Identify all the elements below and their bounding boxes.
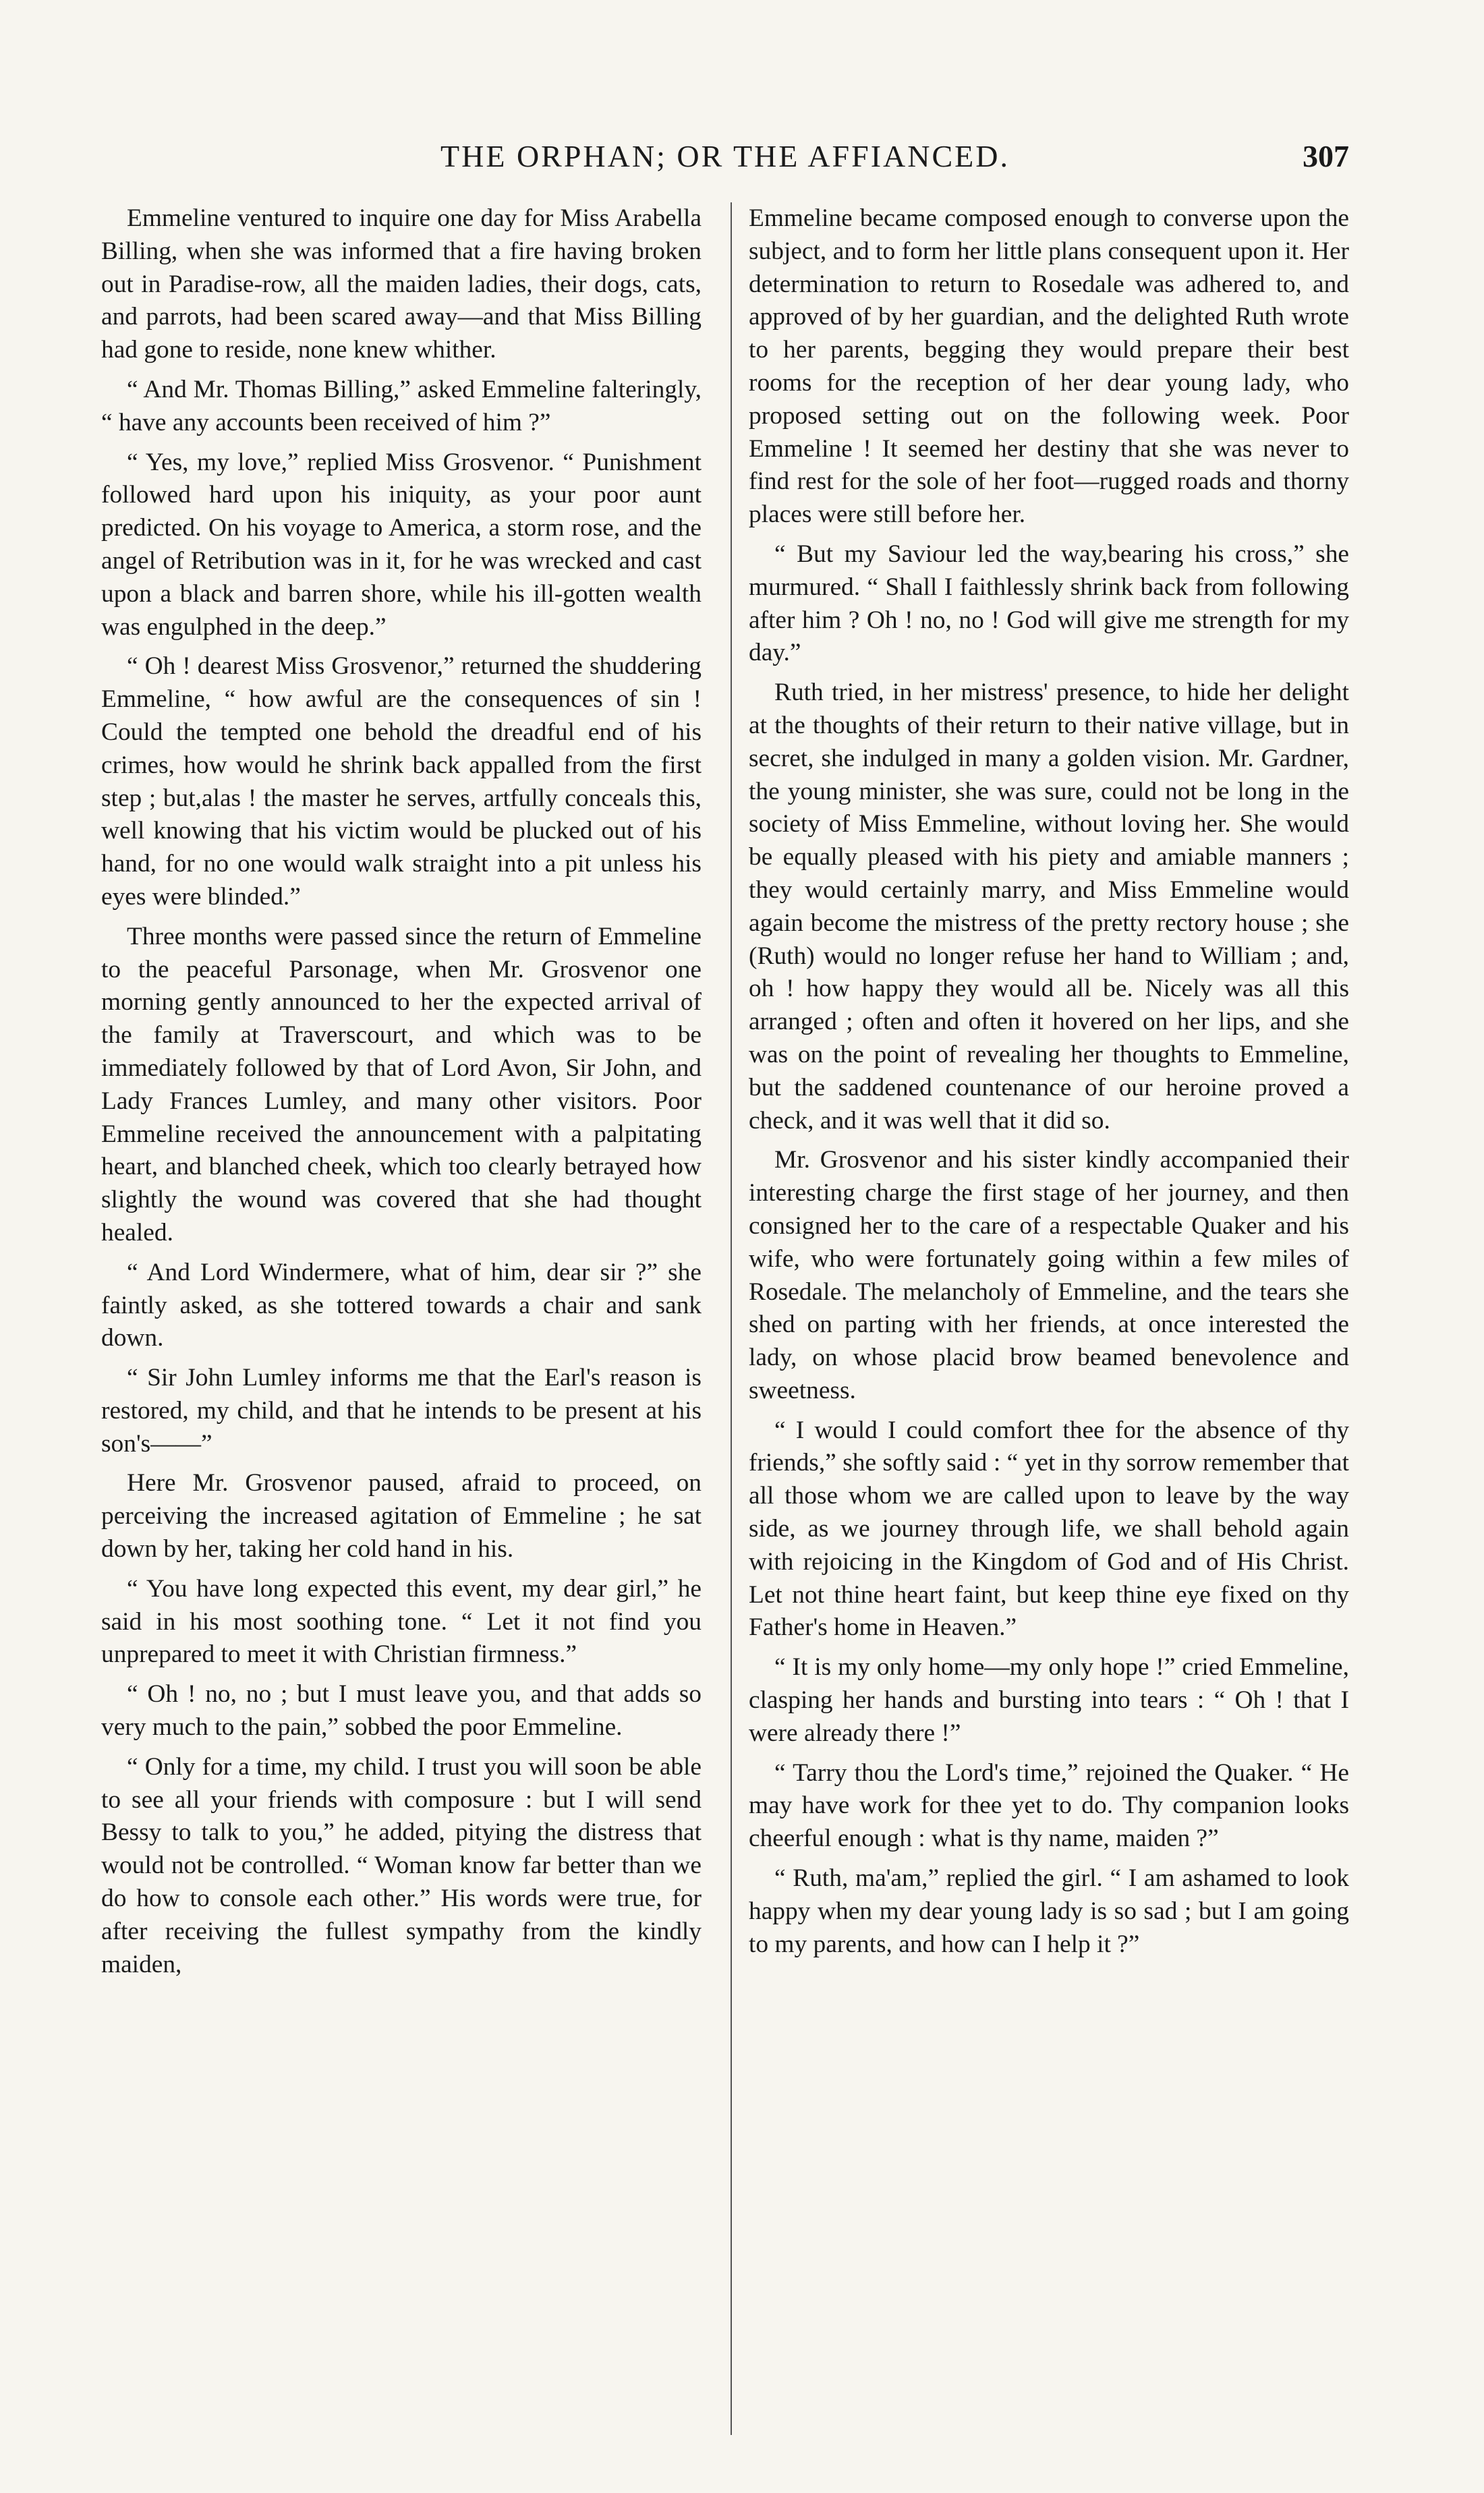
paragraph: “ Yes, my love,” replied Miss Grosvenor. “ Punishment followed hard upon his iniquity, as your poor aunt predicted. On his voyage to America, a storm rose, and the angel of Retribution was in it, for he was wrecked and cast upon a black and barren shore, while his ill-gotten wealth was engulphed in the deep.” — [101, 448, 702, 641]
paragraph: Emmeline ventured to inquire one day for Miss Arabella Billing, when she was informed that a fire having broken out in Paradise-row, all the maiden ladies, their dogs, cats, and parrots, had been scared away—and that Miss Billing had gone to reside, none knew whither. — [101, 204, 702, 364]
paragraph: “ I would I could comfort thee for the absence of thy friends,” she softly said : “ yet in thy sorrow remember that all those whom we are called upon to leave by the way side, as we journey through life, we shall behold again with rejoicing in the Kingdom of God and of His Christ. Let not thine heart faint, but keep thine eye fixed on thy Father's home in Heaven.” — [749, 1416, 1349, 1642]
paragraph: “ Tarry thou the Lord's time,” rejoined the Quaker. “ He may have work for thee yet to do. Thy companion looks cheerful enough : what is thy name, maiden ?” — [749, 1758, 1349, 1853]
paragraph: Emmeline became composed enough to converse upon the subject, and to form her little plans consequent upon it. Her determination to return to Rosedale was adhered to, and approved of by her guardian, and the delighted Ruth wrote to her parents, begging they would prepare their best rooms for the reception of her dear young lady, who proposed setting out on the following week. Poor Emmeline ! It seemed her destiny that she was never to find rest for the sole of her foot—rugged roads and thorny places were still before her. — [749, 204, 1349, 529]
paragraph: “ But my Saviour led the way,bearing his cross,” she murmured. “ Shall I faithlessly shrink back from following after him ? Oh ! no, no ! God will give me strength for my day.” — [749, 540, 1349, 667]
right-column — [749, 202, 1349, 1968]
paragraph: “ It is my only home—my only hope !” cried Emmeline, clasping her hands and bursting into tears : “ Oh ! that I were already there !” — [749, 1653, 1349, 1747]
paragraph: Here Mr. Grosvenor paused, afraid to proceed, on perceiving the increased agitation of Emmeline ; he sat down by her, taking her cold hand in his. — [101, 1469, 702, 1564]
page-header — [101, 138, 1349, 185]
paragraph: Mr. Grosvenor and his sister kindly accompanied their interesting charge the first stage of her journey, and then consigned her to the care of a respectable Quaker and his wife, who were fortunately going within a few miles of Rosedale. The melancholy of Emmeline, and the tears she shed on parting with her friends, at once interested the lady, on whose placid brow beamed benevolence and sweetness. — [749, 1146, 1349, 1404]
paragraph: “ And Lord Windermere, what of him, dear sir ?” she faintly asked, as she tottered towards a chair and sank down. — [101, 1258, 702, 1352]
paragraph: “ Sir John Lumley informs me that the Earl's reason is restored, my child, and that he intends to be present at his son's——” — [101, 1364, 702, 1458]
paragraph: “ Only for a time, my child. I trust you will soon be able to see all your friends with composure : but I will send Bessy to talk to you,” he added, pitying the distress that would not be controlled. “ Woman know far better than we do how to console each other.” His words were true, for after receiving the fullest sympathy from the kindly maiden, — [101, 1752, 702, 1978]
running-title: THE ORPHAN; OR THE AFFIANCED. — [440, 139, 1010, 173]
paragraph: Ruth tried, in her mistress' presence, to hide her delight at the thoughts of their return to their native village, but in secret, she indulged in many a golden vision. Mr. Gardner, the young minister, she was sure, could not be long in the society of Miss Emmeline, without loving her. She would be equally pleased with his piety and amiable manners ; they would certainly marry, and Miss Emmeline would again become the mistress of the pretty rectory house ; she (Ruth) would no longer refuse her hand to William ; and, oh ! how happy they would all be. Nicely was all this arranged ; often and often it hovered on her lips, and she was on the point of revealing her thoughts to Emmeline, but the saddened countenance of our heroine proved a check, and it was well that it did so. — [749, 679, 1349, 1135]
paragraph: Three months were passed since the return of Emmeline to the peaceful Parsonage, when Mr. Grosvenor one morning gently announced to her the expected arrival of the family at Traverscourt, and which was to be immediately followed by that of Lord Avon, Sir John, and Lady Frances Lumley, and many other visitors. Poor Emmeline received the announcement with a palpitating heart, and blanched cheek, which too clearly betrayed how slightly the wound was covered that she had thought healed. — [101, 922, 702, 1246]
column-divider — [731, 202, 732, 2435]
left-column — [101, 202, 702, 1988]
paragraph: “ And Mr. Thomas Billing,” asked Emmeline falteringly, “ have any accounts been received of him ?” — [101, 375, 702, 436]
paragraph: “ Ruth, ma'am,” replied the girl. “ I am ashamed to look happy when my dear young lady is so sad ; but I am going to my parents, and how can I help it ?” — [749, 1864, 1349, 1958]
paragraph: “ You have long expected this event, my dear girl,” he said in his most soothing tone. “ Let it not find you unprepared to meet it with Christian firmness.” — [101, 1574, 702, 1669]
paragraph: “ Oh ! dearest Miss Grosvenor,” returned the shuddering Emmeline, “ how awful are the consequences of sin ! Could the tempted one behold the dreadful end of his crimes, how would he shrink back appalled from the first step ; but,alas ! the master he serves, artfully conceals this, well knowing that his victim would be plucked out of his hand, for no one would walk straight into a pit unless his eyes were blinded.” — [101, 652, 702, 911]
page-number: 307 — [1303, 139, 1349, 173]
paragraph: “ Oh ! no, no ; but I must leave you, and that adds so very much to the pain,” sobbed the poor Emmeline. — [101, 1680, 702, 1742]
